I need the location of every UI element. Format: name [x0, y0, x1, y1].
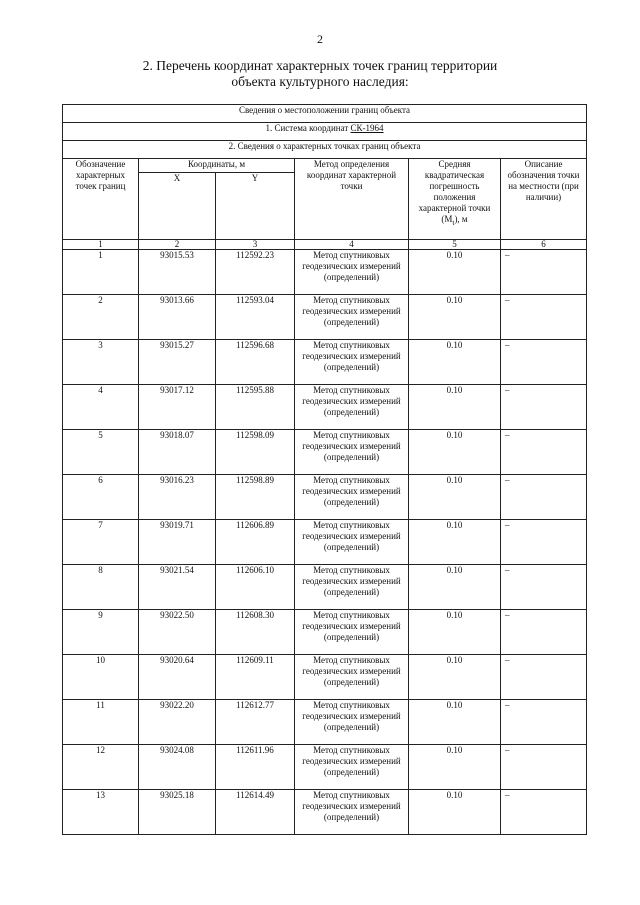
accuracy: 0.10	[409, 385, 501, 430]
coord-y: 112612.77	[216, 700, 295, 745]
point-description: –	[501, 520, 587, 565]
point-description: –	[501, 745, 587, 790]
method: Метод спутниковых геодезических измерений (определений)	[295, 520, 409, 565]
table-row	[63, 340, 587, 385]
point-description: –	[501, 610, 587, 655]
method: Метод спутниковых геодезических измерений (определений)	[295, 385, 409, 430]
method: Метод спутниковых геодезических измерений (определений)	[295, 250, 409, 295]
point-number: 6	[63, 475, 139, 520]
table-row	[63, 745, 587, 790]
col-method-header: Метод определения координат характерной точки	[295, 159, 409, 240]
accuracy: 0.10	[409, 790, 501, 835]
method: Метод спутниковых геодезических измерений (определений)	[295, 745, 409, 790]
accuracy-header-subscript: t	[452, 217, 455, 227]
coord-y: 112608.30	[216, 610, 295, 655]
coord-y: 112595.88	[216, 385, 295, 430]
accuracy-header-text: Средняя квадратическая погрешность положения характерной точки (M	[418, 159, 491, 224]
accuracy: 0.10	[409, 475, 501, 520]
table-row	[63, 610, 587, 655]
accuracy: 0.10	[409, 250, 501, 295]
coordinates-table	[62, 104, 587, 835]
accuracy: 0.10	[409, 340, 501, 385]
section-header-row	[63, 105, 587, 123]
coord-y: 112598.09	[216, 430, 295, 475]
table-row	[63, 565, 587, 610]
points-header: 2. Сведения о характерных точках границ объекта	[63, 141, 587, 159]
coord-x: 93020.64	[139, 655, 216, 700]
coord-x: 93019.71	[139, 520, 216, 565]
coord-x: 93015.53	[139, 250, 216, 295]
point-number: 7	[63, 520, 139, 565]
coord-y: 112611.96	[216, 745, 295, 790]
point-number: 8	[63, 565, 139, 610]
table-row	[63, 700, 587, 745]
method: Метод спутниковых геодезических измерений (определений)	[295, 430, 409, 475]
accuracy: 0.10	[409, 655, 501, 700]
col-accuracy-header	[409, 159, 501, 240]
coord-x: 93025.18	[139, 790, 216, 835]
col-coordinates-header: Координаты, м	[139, 159, 295, 173]
method: Метод спутниковых геодезических измерений (определений)	[295, 700, 409, 745]
coord-x: 93024.08	[139, 745, 216, 790]
accuracy: 0.10	[409, 430, 501, 475]
point-number: 11	[63, 700, 139, 745]
method: Метод спутниковых геодезических измерений (определений)	[295, 655, 409, 700]
table-row	[63, 385, 587, 430]
coord-y: 112596.68	[216, 340, 295, 385]
accuracy: 0.10	[409, 610, 501, 655]
point-number: 5	[63, 430, 139, 475]
method: Метод спутниковых геодезических измерений (определений)	[295, 610, 409, 655]
point-number: 3	[63, 340, 139, 385]
title-line-1: 2. Перечень координат характерных точек границ территории	[142, 58, 498, 73]
point-description: –	[501, 340, 587, 385]
coord-system-row	[63, 123, 587, 141]
method: Метод спутниковых геодезических измерений (определений)	[295, 790, 409, 835]
point-number: 4	[63, 385, 139, 430]
section-header: Сведения о местоположении границ объекта	[63, 105, 587, 123]
coord-x: 93015.27	[139, 340, 216, 385]
point-number: 10	[63, 655, 139, 700]
col-x-header: X	[139, 173, 216, 240]
point-number: 2	[63, 295, 139, 340]
accuracy: 0.10	[409, 295, 501, 340]
coord-x: 93022.50	[139, 610, 216, 655]
point-number: 13	[63, 790, 139, 835]
point-description: –	[501, 250, 587, 295]
coord-system-label: 1. Система координат	[265, 123, 349, 133]
col-designation-header: Обозначение характерных точек границ	[63, 159, 139, 240]
coord-x: 93021.54	[139, 565, 216, 610]
coord-y: 112593.04	[216, 295, 295, 340]
coord-y: 112592.23	[216, 250, 295, 295]
coord-y: 112606.89	[216, 520, 295, 565]
accuracy: 0.10	[409, 745, 501, 790]
coord-system-value: СК-1964	[350, 123, 384, 133]
coord-system-cell	[63, 123, 587, 141]
column-number: 1	[63, 240, 139, 250]
column-numbers-row	[63, 240, 587, 250]
table-row	[63, 790, 587, 835]
table-row	[63, 655, 587, 700]
method: Метод спутниковых геодезических измерений (определений)	[295, 475, 409, 520]
table-row	[63, 295, 587, 340]
point-description: –	[501, 790, 587, 835]
accuracy: 0.10	[409, 700, 501, 745]
point-number: 1	[63, 250, 139, 295]
column-header-row	[63, 159, 587, 173]
point-description: –	[501, 700, 587, 745]
point-description: –	[501, 475, 587, 520]
document-title	[0, 58, 640, 90]
point-number: 9	[63, 610, 139, 655]
point-description: –	[501, 385, 587, 430]
point-description: –	[501, 565, 587, 610]
coord-x: 93016.23	[139, 475, 216, 520]
point-description: –	[501, 655, 587, 700]
coord-x: 93018.07	[139, 430, 216, 475]
column-number: 4	[295, 240, 409, 250]
column-number: 2	[139, 240, 216, 250]
table-row	[63, 520, 587, 565]
table-row	[63, 250, 587, 295]
column-number: 5	[409, 240, 501, 250]
col-description-header: Описание обозначения точки на местности (при наличии)	[501, 159, 587, 240]
accuracy-header-tail: ), м	[454, 214, 468, 224]
point-number: 12	[63, 745, 139, 790]
accuracy: 0.10	[409, 520, 501, 565]
method: Метод спутниковых геодезических измерений (определений)	[295, 295, 409, 340]
table-row	[63, 475, 587, 520]
points-header-row	[63, 141, 587, 159]
col-y-header: Y	[216, 173, 295, 240]
point-description: –	[501, 430, 587, 475]
page-number: 2	[317, 32, 323, 46]
point-description: –	[501, 295, 587, 340]
coord-y: 112606.10	[216, 565, 295, 610]
method: Метод спутниковых геодезических измерений (определений)	[295, 340, 409, 385]
coord-y: 112609.11	[216, 655, 295, 700]
accuracy: 0.10	[409, 565, 501, 610]
title-line-2: объекта культурного наследия:	[231, 74, 409, 89]
coord-x: 93017.12	[139, 385, 216, 430]
table-row	[63, 430, 587, 475]
coord-x: 93013.66	[139, 295, 216, 340]
column-number: 6	[501, 240, 587, 250]
coord-x: 93022.20	[139, 700, 216, 745]
coord-y: 112598.89	[216, 475, 295, 520]
column-number: 3	[216, 240, 295, 250]
coord-y: 112614.49	[216, 790, 295, 835]
method: Метод спутниковых геодезических измерений (определений)	[295, 565, 409, 610]
